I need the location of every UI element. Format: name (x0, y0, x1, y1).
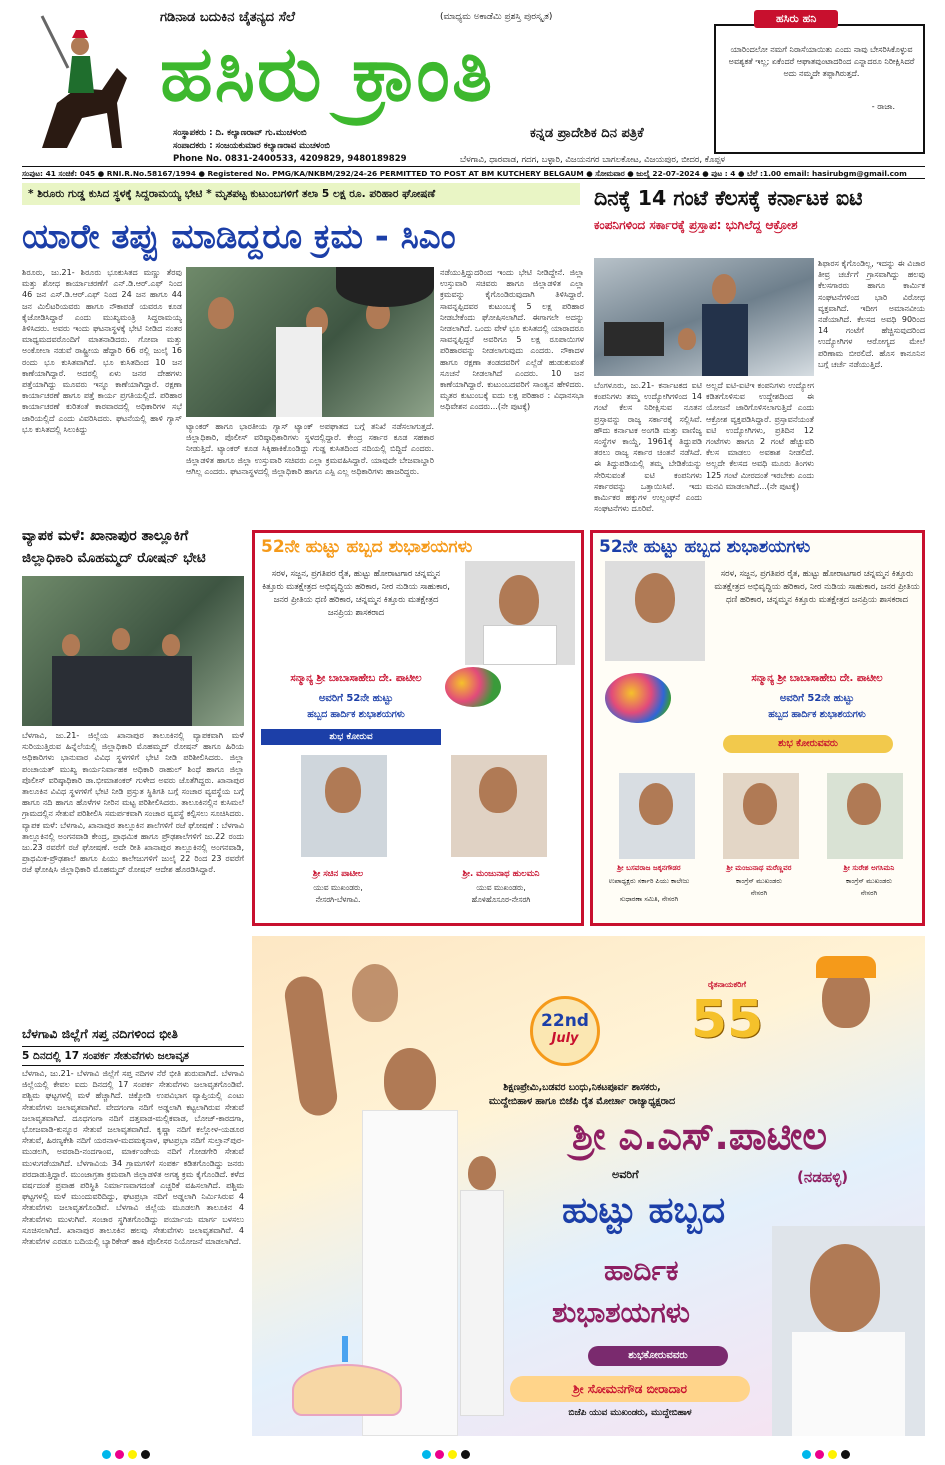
ad-left (252, 530, 584, 926)
masthead-editor: ಸಂಪಾದಕರು : ಸಂಜಯಕುಮಾರ ಕಲ್ಯಾಣರಾವ ಮುಚಳಂಬಿ (173, 141, 330, 151)
masthead-tagline: ಗಡಿನಾಡ ಬದುಕಿನ ಚೈತನ್ಯದ ಸೆಲೆ (160, 10, 295, 25)
it-subhead: ಕಂಪನಿಗಳಿಂದ ಸರ್ಕಾರಕ್ಕೆ ಪ್ರಸ್ತಾಪ: ಭುಗಿಲೆದ್ದ ಆಕ್ರೋಶ (594, 218, 798, 232)
it-headline: ದಿನಕ್ಕೆ 14 ಗಂಟೆ ಕೆಲಸಕ್ಕೆ ಕರ್ನಾಟಕ ಐಟಿ (594, 186, 863, 210)
khanapur-headline-2: ಜಿಲ್ಲಾಧಿಕಾರಿ ಮೊಹಮ್ಮದ್ ರೋಷನ್ ಭೇಟಿ (22, 550, 206, 566)
it-body-mid: ಅಲ್ಲದೆ ಐಟಿ-ಐಟಿಇ ಕಂಪನಿಗಳು ಉದ್ಯೋಗ ಕಡಿತಗೊಳಿಸುವ ಉದ್ದೇಶದಿಂದ ಈ ಯೋಜನೆ ಜಾರಿಗೊಳಿಸಲಾಗುತ್ತಿದೆ ಎಂದು ಆಕ್ರೋಶ ವ್ಯಕ್ತಪಡಿಸಿದ್ದಾರೆ. ಪ್ರಸ್ತಾವನೆಯಂತೆ ಐಟಿ ಉದ್ಯೋಗಿಗಳು, ಪ್ರತಿದಿನ 12 ಗಂಟೆಗಳು ಹಾಗೂ 2 ಗಂಟೆ ಹೆಚ್ಚುವರಿ ಕೆಲಸ ಮಾಡಲು ಅವಕಾಶ ನೀಡಲಿದೆ. ಅಲ್ಲದೇ ಕೆಲಸದ ಅವಧಿ ಮೂರು ತಿಂಗಳು 125 ಗಂಟೆ ಮೀರದಂತೆ ಇರಬೇಕು ಎಂದು ಮನವಿ ಮಾಡಲಾಗಿದೆ...(ನೇ ಪುಟಕ್ಕೆ) (706, 381, 814, 491)
color-registration-marks (800, 1444, 852, 1463)
ad-right-wish1: ಅವರಿಗೆ 52ನೇ ಹುಟ್ಟು (779, 693, 855, 704)
ad-bottom-date-day: 22nd (541, 1011, 589, 1031)
ad-right-greeter-name: ಶ್ರೀ ಸುರೇಶ ಅಗಸಿಮನಿ (843, 863, 895, 872)
ad-bottom (252, 936, 925, 1436)
quote-text: ಯಾರಿಂದಲೋ ನಮಗೆ ನಿರಾಸೆಯಾಯಿತು ಎಂದು ನಾವು ಬೇಸರಿಸಿಕೊಳ್ಳುವ ಅವಶ್ಯಕತೆ ಇಲ್ಲ; ಏಕೆಂದರೆ ಆಘಾತವುಂಟಾದರಿಂದ ಎನ್ನಾದರೂ ನಿರೀಕ್ಷಿಸಿದರೆ ಅದು ನಮ್ಮದೇ ತಪ್ಪಾಗಿರುತ್ತದೆ. (728, 45, 915, 78)
ad-left-greeter-role: ಯುವ ಮುಖಂಡರು, (476, 883, 526, 892)
ad-right-greeters-label: ಶುಭ ಕೋರುವವರು (723, 735, 893, 753)
khanapur-photo (22, 576, 244, 726)
khanapur-headline-1: ವ್ಯಾಪಕ ಮಳೆ: ಖಾನಾಪುರ ತಾಲ್ಲೂಕಿಗೆ (22, 528, 189, 544)
ad-left-greeter-role: ಯುವ ಮುಖಂಡರು, (313, 883, 363, 892)
ad-left-name: ಸನ್ಮಾನ್ಯ ಶ್ರೀ ಬಾಬಾಸಾಹೇಬ ದೇ. ಪಾಟೀಲ (290, 673, 422, 684)
ad-right-greeter-place: ನೇಸರಗಿ (750, 889, 768, 897)
ad-right-greeter-photo (723, 773, 799, 859)
rivers-subhead: 5 ದಿನದಲ್ಲಿ 17 ಸಂಪರ್ಕ ಸೇತುವೆಗಳು ಜಲಾವೃತ (22, 1046, 244, 1066)
masthead-phone: Phone No. 0831-2400533, 4209829, 9480189829 (173, 154, 407, 164)
ad-left-wish2: ಹಬ್ಬದ ಹಾರ್ದಿಕ ಶುಭಾಶಯಗಳು (307, 709, 405, 720)
quote-heading: ಹಸಿರು ಹನಿ (754, 10, 838, 28)
lead-headline: ಯಾರೇ ತಪ್ಪು ಮಾಡಿದ್ದರೂ ಕ್ರಮ - ಸಿಎಂ (22, 217, 456, 257)
rivers-body: ಬೆಳಗಾವಿ, ಜು.21- ಬೆಳಗಾವಿ ಜಿಲ್ಲೆಗೆ ಸಪ್ತ ನದಿಗಳ ನೆರೆ ಭೀತಿ ಶುರುವಾಗಿದೆ. ಬೆಳಗಾವಿ ಜಿಲ್ಲೆಯಲ್ಲಿ ಕೇವಲ ಐದು ದಿನದಲ್ಲಿ 17 ಸಂಪರ್ಕ ಸೇತುವೆಗಳು ಜಲಾವೃತಗೊಂಡಿವೆ. ಪಶ್ಚಿಮ ಘಟ್ಟಗಳಲ್ಲಿ ಮಳೆ ಹೆಚ್ಚಾಗಿದೆ. ಚಿಕ್ಕೋಡಿ ಉಪವಿಭಾಗ ವ್ಯಾಪ್ತಿಯಲ್ಲಿ ಎಂಟು ಸೇತುವೆಗಳು ಜಲಾವೃತವಾಗಿವೆ. ವೇದಗಂಗಾ ನದಿಗೆ ಅಡ್ಡಲಾಗಿ ಕಟ್ಟಲಾಗಿರುವ ಸೇತುವೆ ಜಲಾವೃತವಾಗಿದೆ. ದೂಧಗಂಗಾ ನದಿಗೆ ದತ್ತವಾಡ-ಮಲ್ಲಿಕವಾಡ, ಬೋಜ್-ಕಾರದಗಾ, ಭೋಜವಾಡಿ-ಕುನ್ನೂರ ಸೇತುವೆ ಜಲಾವೃತವಾಗಿದೆ. ಕೃಷ್ಣಾ ನದಿಗೆ ಕಲ್ಲೋಳ-ಯಡೂರ ಸೇತುವೆ, ಹಿರಣ್ಯಕೇಶಿ ನದಿಗೆ ಯರನಾಳ-ಮದಮಕ್ಕನಾಳ, ಘಟಪ್ರಭಾ ನದಿಗೆ ಸುಲ್ತಾನ್‌ಪುರ-ಮುಡಲಗಿ, ಅವರಾದಿ-ನಂದಗಾಂವ, ಮಾರ್ಕಂಡೇಯ ನದಿಗೆ ಗೋಡಗೇರಿ ಸೇತುವೆ ಮುಳುಗಡೆಯಾಗಿದೆ. ಬೆಳಗಾವಿಯ 34 ಗ್ರಾಮಗಳಿಗೆ ಸಂಪರ್ಕ ಕಡಿತಗೊಂಡಿದ್ದು ಜನರು ಪರದಾಡುತ್ತಿದ್ದಾರೆ. ಮುಂಜಾಗ್ರತಾ ಕ್ರಮವಾಗಿ ಜಿಲ್ಲಾಡಳಿತ ಅಗತ್ಯ ಕ್ರಮ ಕೈಗೊಂಡಿದೆ. ಕಳೆದ ವರ್ಷದಂತೆ ಪ್ರವಾಹ ಪರಿಸ್ಥಿತಿ ನಿರ್ಮಾಣವಾಗದಂತೆ ಎಚ್ಚರಿಕೆ ವಹಿಸಲಾಗಿದೆ. ಪಶ್ಚಿಮ ಘಟ್ಟಗಳಲ್ಲಿ ಮಳೆ ಮುಂದುವರಿದಿದ್ದು, ಘಟಪ್ರಭಾ ನದಿಗೆ ಅಡ್ಡಲಾಗಿ ನಿರ್ಮಿಸಿರುವ 4 ಸೇತುವೆಗಳು ಜಲಾವೃತಗೊಂಡಿವೆ. ಬೆಳಗಾವಿ ಜಿಲ್ಲೆಯ ಮೂಡಲಗಿ ತಾಲೂಕಿನ 4 ಸೇತುವೆಗಳು ಮುಳುಗಿವೆ. ಸಂಚಾರ ಸ್ಥಗಿತಗೊಂಡಿದ್ದು ಪರ್ಯಾಯ ಮಾರ್ಗ ಬಳಸಲು ಸೂಚಿಸಲಾಗಿದೆ. ಖಾನಾಪುರ ತಾಲೂಕಿನ ಹಲವು ಸೇತುವೆಗಳು ಜಲಾವೃತವಾಗಿವೆ. 4 ಸೇತುವೆಗಳ ಎರಡೂ ಬದಿಯಲ್ಲಿ ಬ್ಯಾರಿಕೇಡ್ ಹಾಕಿ ಪೊಲೀಸರ ನಿಯೋಜನೆ ಮಾಡಲಾಗಿದೆ. (22, 1069, 244, 1247)
rivers-headline: ಬೆಳಗಾವಿ ಜಿಲ್ಲೆಗೆ ಸಪ್ತ ನದಿಗಳಿಂದ ಭೀತಿ (22, 1026, 178, 1041)
ad-right (590, 530, 925, 926)
ad-right-greeter-role: ಕಾಂಗ್ರೆಸ್ ಮುಖಂಡರು (846, 877, 892, 885)
masthead-founder: ಸಂಸ್ಥಾಪಕರು : ದಿ. ಕಲ್ಯಾಣರಾವ್ ಗು.ಮುಚಳಂಬಿ (173, 128, 307, 138)
ad-left-greeter-place: ಹೊಳಿಹೊಸೂರ-ನೇಸರಗಿ (471, 895, 531, 904)
ad-left-photo (465, 561, 575, 665)
lead-body-left: ಶಿರೂರು, ಜು.21- ಶಿರೂರು ಭೂಕುಸಿತದ ಮಣ್ಣು ತೆರವು ಮತ್ತು ಶೋಧ ಕಾರ್ಯಾಚರಣೆಗೆ ಎನ್.ಡಿ.ಆರ್.ಎಫ್ ನಿಂದ 46 ಜನ ಎಸ್.ಡಿ.ಆರ್.ಎಫ್ ನಿಂದ 24 ಜನ ಹಾಗೂ 44 ಜನ ಮಿಲಿಟರಿಯವರು ಹಾಗೂ ನೌಕಾಪಡೆ ಯವರೂ ಕೂಡ ಕೈಜೋಡಿಸಿದ್ದಾರೆ ಎಂದು ಮುಖ್ಯಮಂತ್ರಿ ಸಿದ್ದರಾಮಯ್ಯ ತಿಳಿಸಿದರು. ಅವರು ಇಂದು ಘಟನಾಸ್ಥಳಕ್ಕೆ ಭೇಟಿ ನೀಡಿದ ನಂತರ ಮಾಧ್ಯಮದವರೊಂದಿಗೆ ಮಾತನಾಡಿದರು. ಗೋವಾ ಮತ್ತು ಅಂಕೋಲಾ ನಡುವೆ ರಾಷ್ಟ್ರೀಯ ಹೆದ್ದಾರಿ 66 ರಲ್ಲಿ ಜುಲೈ 16 ರಂದು ಭೂ ಕುಸಿತವಾಗಿದೆ. ಭೂ ಕುಸಿತದಿಂದ 10 ಜನ ಕಾಣೆಯಾಗಿದ್ದಾರೆ. ಅದರಲ್ಲಿ ಏಳು ಜನರ ದೇಹಗಳು ಪತ್ತೆಯಾಗಿದ್ದು ಮೂವರು ಇನ್ನೂ ಕಾಣೆಯಾಗಿದ್ದಾರೆ. ರಕ್ಷಣಾ ಕಾರ್ಯಾಚರಣೆ ಹಾಗೂ ಪತ್ತೆ ಕಾರ್ಯ ಪ್ರಗತಿಯಲ್ಲಿದೆ. ಪರಿಹಾರ ಕಾರ್ಯಾಚರಣೆ ಕುರಿತಂತೆ ಕಾರವಾರದಲ್ಲಿ ಅಧಿಕಾರಿಗಳ ಸಭೆ ಜಾರಿಯಲ್ಲಿದೆ ಎಂದು ವಿವರಿಸಿದರು. ಘಟನೆಯಲ್ಲಿ ಹಾಳಿ ಗ್ಯಾಸ್ ಭೂ ಕುಸಿತದಲ್ಲಿ ಸಿಲುಕಿದ್ದು (22, 268, 182, 434)
it-photo (594, 258, 814, 376)
ad-bottom-small-figure (452, 1156, 512, 1416)
color-registration-marks (100, 1444, 152, 1463)
ad-right-greeter-photo (619, 773, 695, 859)
masthead-title: ಹಸಿರು ಕ್ರಾಂತಿ (160, 29, 495, 118)
ad-bottom-55-badge (672, 980, 782, 1070)
quote-author: - ರಾಜಾ. (871, 102, 895, 111)
ad-right-greeter-role: ಕಾಂಗ್ರೆಸ್ ಮುಖಂಡರು (736, 877, 782, 885)
cake-icon (292, 1336, 402, 1416)
ad-right-name: ಸನ್ಮಾನ್ಯ ಶ್ರೀ ಬಾಬಾಸಾಹೇಬ ದೇ. ಪಾಟೀಲ (751, 673, 883, 684)
ad-bottom-date-badge (530, 996, 600, 1066)
ad-bottom-line3: ಶುಭಾಶಯಗಳು (552, 1296, 690, 1329)
ad-left-greeter-photo (451, 755, 547, 857)
quote-box (714, 12, 925, 154)
masthead-subtitle: ಕನ್ನಡ ಪ್ರಾದೇಶಿಕ ದಿನ ಪತ್ರಿಕೆ (530, 126, 644, 141)
ad-bottom-badge-number: 55 (690, 990, 764, 1050)
ad-bottom-badge-text: ರೈತನಾಯಕರಿಗೆ (708, 980, 746, 989)
ad-left-greeter-name: ಶ್ರೀ ಸಚಿನ ಪಾಟೀಲ (312, 869, 364, 879)
ad-right-greeter-photo (827, 773, 903, 859)
ad-right-greeter-place: ನೇಸರಗಿ (860, 889, 878, 897)
ad-right-wish2: ಹಬ್ಬದ ಹಾರ್ದಿಕ ಶುಭಾಶಯಗಳು (768, 709, 866, 720)
khanapur-body: ಬೆಳಗಾವಿ, ಜು.21- ಜಿಲ್ಲೆಯ ಖಾನಾಪುರ ತಾಲೂಕಿನಲ್ಲಿ ವ್ಯಾಪಕವಾಗಿ ಮಳೆ ಸುರಿಯುತ್ತಿರುವ ಹಿನ್ನೆಲೆಯಲ್ಲಿ ಜಿಲ್ಲಾಧಿಕಾರಿ ಮೊಹಮ್ಮದ್ ರೋಷನ್ ಹಾಗೂ ಹಿರಿಯ ಅಧಿಕಾರಿಗಳು ಭಾನುವಾರ ವಿವಿಧ ಸ್ಥಳಗಳಿಗೆ ಭೇಟಿ ನೀಡಿ ಪರಿಶೀಲಿಸಿದರು. ಜಿಲ್ಲಾ ಪಂಚಾಯತ್ ಮುಖ್ಯ ಕಾರ್ಯನಿರ್ವಾಹಕ ಅಧಿಕಾರಿ ರಾಹುಲ್ ಶಿಂಧೆ ಹಾಗೂ ಜಿಲ್ಲಾ ಪೊಲೀಸ್ ವರಿಷ್ಠಾಧಿಕಾರಿ ಡಾ.ಭೀಮಾಶಂಕರ್ ಗುಳೇದ ಅವರು ಜೊತೆಗಿದ್ದರು. ಖಾನಾಪುರ ತಾಲೂಕಿನ ವಿವಿಧ ಸ್ಥಳಗಳಿಗೆ ಭೇಟಿ ನೀಡಿ ಪ್ರಸ್ತುತ ಸ್ಥಿತಿಗತಿ ಬಗ್ಗೆ ಸಂಚಾರ ವ್ಯವಸ್ಥೆಯ ಬಗ್ಗೆ ಹಾಗೂ ನದಿ ಹಾಗೂ ಹೊಳೆಗಳ ನೀರಿನ ಮಟ್ಟ ಪರಿಶೀಲಿಸಿದರು. ತಾಲೂಕಿನಲ್ಲಿನ ಕುಸಿಮಲೆ ಗ್ರಾಮದಲ್ಲಿನ ಸೇತುವೆ ಪರಿಶೀಲಿಸಿ ಸಮರ್ಪಕವಾಗಿ ಸಂಚಾರ ವ್ಯವಸ್ಥೆ ಕಲ್ಪಿಸಲು ಸೂಚಿಸಿದರು. ವ್ಯಾಪಕ ಮಳೆ: ಬೆಳಗಾವಿ, ಖಾನಾಪುರ ತಾಲ್ಲೂಕಿನ ಶಾಲೆಗಳಿಗೆ ರಜೆ ಘೋಷಣೆ : ಬೆಳಗಾವಿ ತಾಲ್ಲೂಕಿನಲ್ಲಿ ಅಂಗನವಾಡಿ ಕೇಂದ್ರ, ಪ್ರಾಥಮಿಕ ಹಾಗೂ ಪ್ರೌಢಶಾಲೆಗಳಿಗೆ ಜು.22 ರಂದು ಜು.23 ರವರೆಗೆ ರಜೆ ಘೋಷಣೆ. ಅದೇ ರೀತಿ ಖಾನಾಪುರ ತಾಲ್ಲೂಕಿನಲ್ಲಿ ಅಂಗನವಾಡಿ, ಪ್ರಾಥಮಿಕ-ಪ್ರೌಢಶಾಲೆ ಹಾಗೂ ಪಿಯು ಕಾಲೇಜುಗಳಿಗೆ ಜುಲೈ 22 ರಿಂದ 23 ರವರೆಗೆ ರಜೆ ಘೋಷಿಸಿ ಜಿಲ್ಲಾಧಿಕಾರಿ ಮೊಹಮ್ಮದ್ ರೋಷನ್ ಆದೇಶ ಹೊರಡಿಸಿದ್ದಾರೆ. (22, 731, 244, 875)
lead-body-mid: ಟ್ಯಾಂಕರ್ ಹಾಗೂ ಭಾರತೀಯ ಗ್ಯಾಸ್ ಟ್ಯಾಂಕ್ ಅಪಘಾತದ ಬಗ್ಗೆ ತನಿಖೆ ನಡೆಸಲಾಗುತ್ತದೆ. ಜಿಲ್ಲಾಧಿಕಾರಿ, ಪೊಲೀಸ್ ವರಿಷ್ಠಾಧಿಕಾರಿಗಳು ಸ್ಥಳದಲ್ಲಿದ್ದಾರೆ. ಕೇಂದ್ರ ಸರ್ಕಾರ ಕೂಡ ಸಹಕಾರ ನೀಡುತ್ತಿದೆ. ಟ್ಯಾಂಕರ್ ಕೂಡ ಸಿಕ್ಕಿಹಾಕಿಕೊಂಡಿದ್ದು ಗುಡ್ಡ ಕುಸಿತದಿಂದ ನದಿಯಲ್ಲಿ ಬಿದ್ದಿದೆ ಎಂದರು. ಜಿಲ್ಲಾಡಳಿತ ಹಾಗೂ ಜಿಲ್ಲಾ ಉಸ್ತುವಾರಿ ಸಚಿವರು ಎಲ್ಲಾ ಕ್ರಮವಹಿಸಿದ್ದಾರೆ. ಯಾವುದೇ ಬೇಜವಾಬ್ದಾರಿ ಆಗಿಲ್ಲ ಎಂದರು. ಘಟನಾಸ್ಥಳದಲ್ಲಿ ಜಿಲ್ಲಾಧಿಕಾರಿ ಹಾಗೂ ಎಸ್ಪಿ ಎಲ್ಲ ಅಧಿಕಾರಿಗಳು ಹಾಜರಿದ್ದರು. (186, 422, 434, 476)
lead-body-right: ನಡೆಯುತ್ತಿದ್ದುದರಿಂದ ಇಂದು ಭೇಟಿ ನೀಡಿದ್ದೇನೆ. ಜಿಲ್ಲಾ ಉಸ್ತುವಾರಿ ಸಚಿವರು ಹಾಗೂ ಜಿಲ್ಲಾಡಳಿತ ಎಲ್ಲಾ ಕ್ರಮವನ್ನು ಕೈಗೊಂಡಿರುವುದಾಗಿ ತಿಳಿಸಿದ್ದಾರೆ. ಸಾವನ್ನಪ್ಪಿದವರ ಕುಟುಂಬಕ್ಕೆ 5 ಲಕ್ಷ ಪರಿಹಾರ ನೀಡಬೇಕೆಂದು ಘೋಷಿಸಲಾಗಿದೆ. ಈಗಾಗಲೇ ಅದನ್ನು ನೀಡಲಾಗಿದೆ. ಒಂದು ವೇಳೆ ಭೂ ಕುಸಿತದಲ್ಲಿ ಯಾರಾದರೂ ಸಾವನ್ನಪ್ಪಿದ್ದರೆ ಅವರಿಗೂ 5 ಲಕ್ಷ ರೂಪಾಯಿಗಳ ಪರಿಹಾರವನ್ನು ನೀಡಲಾಗುವುದು ಎಂದರು. ನೌಕಾದಳ ಹಾಗೂ ರಕ್ಷಣಾ ತಂಡದವರಿಗೆ ಎಲ್ಲೆಡೆ ಹುಡುಕುವಂತೆ ಸೂಚನೆ ನೀಡಲಾಗಿದೆ ಎಂದರು. 10 ಜನ ಕಾಣೆಯಾಗಿದ್ದಾರೆ. ಕುಟುಂಬದವರಿಗೆ ಸಾಂತ್ವನ ಹೇಳಿದರು. ಮೃತರ ಕುಟುಂಬಕ್ಕೆ ಐದು ಲಕ್ಷ ಪರಿಹಾರ : ವಿಧಾನಸಭಾ ಅಧಿವೇಶನ ಎಂದರು...(ನೇ ಪುಟಕ್ಕೆ) (440, 268, 584, 412)
ad-right-greeter-place: ಸುಧಾರಣಾ ಸಮಿತಿ, ನೇಸರಗಿ (619, 895, 679, 903)
ad-left-greeter-place: ನೇಸರಗಿ-ಬೆಳಗಾವಿ. (315, 895, 361, 904)
ad-left-greeters-label: ಶುಭ ಕೋರುವ (261, 729, 441, 745)
ad-bottom-greeter-name: ಶ್ರೀ ಸೋಮನಗೌಡ ಬೀರಾದಾರ (510, 1376, 750, 1402)
ad-right-text: ಸರಳ, ಸಜ್ಜನ, ಪ್ರಗತಿಪರ ರೈತ, ಹುಟ್ಟು ಹೋರಾಟಗಾರ ಚನ್ನಮ್ಮನ ಕಿತ್ತೂರು ಮತಕ್ಷೇತ್ರದ ಅಭಿವೃದ್ಧಿಯ ಹರಿಕಾರ, ನೀರ ನುಡಿಯ ಸಾಹುಕಾರ, ಜನರ ಪ್ರೀತಿಯ ಧಣಿ ಹರಿಕಾರ, ಚನ್ನಮ್ಮನ ಕಿತ್ತೂರು ಮತಕ್ಷೇತ್ರದ ಜನಪ್ರಿಯ ಶಾಸಕರಾದ (714, 568, 920, 604)
masthead-award: (ಮಾಧ್ಯಮ ಅಕಾಡೆಮಿ ಪ್ರಶಸ್ತಿ ಪುರಸ್ಕೃತ) (440, 12, 553, 22)
info-bar: ಸಂಪುಟ: 41 ಸಂಚಿಕೆ: 045 ● RNI.R.No.58167/1994 ● Registered No. PMG/KA/NKBM/292/24-26 PERMITTED TO POST AT BM KUTCHERY BELGAUM ● ಸೋಮವಾರ ● ಜುಲೈ 22-07-2024 ● ಪುಟ : 4 ● ಬೆಲೆ :1.00 email: hasirubgm@gmail.com (22, 166, 925, 179)
ad-right-greeter-name: ಶ್ರೀ ಬಸವರಾಜ ಜಕ್ಕನಗೌಡರ (617, 863, 681, 872)
logo-warrior-queen (22, 8, 142, 158)
color-registration-marks (420, 1444, 472, 1463)
ad-right-greeter-name: ಶ್ರೀ ಮಂಜುನಾಥ ಮರೆಣ್ಣವರ (726, 863, 792, 872)
ad-bottom-right-portrait (772, 1226, 925, 1436)
ad-bottom-avarige: ಅವರಿಗೆ (612, 1168, 639, 1181)
ad-bottom-greeters-label: ಶುಭಕೋರುವವರು (588, 1346, 728, 1366)
ad-bottom-date-month: July (551, 1031, 579, 1046)
ad-left-greeter-photo (301, 755, 387, 857)
ad-bottom-line1: ಹುಟ್ಟು ಹಬ್ಬದ (562, 1190, 726, 1231)
ad-bottom-top-right-portrait (792, 950, 902, 1060)
bouquet-icon (605, 673, 671, 723)
ticker: * ಶಿರೂರು ಗುಡ್ಡ ಕುಸಿದ ಸ್ಥಳಕ್ಕೆ ಸಿದ್ದರಾಮಯ್ಯ ಭೇಟಿ * ಮೃತಪಟ್ಟ ಕುಟುಂಬಗಳಿಗೆ ತಲಾ 5 ಲಕ್ಷ ರೂ. ಪರಿಹಾರ ಘೋಷಣೆ (22, 183, 580, 205)
ad-bottom-intro1: ಶಿಕ್ಷಣಪ್ರೇಮಿ,ಬಡವರ ಬಂಧು,ನಿಕಟಪೂರ್ವ ಶಾಸಕರು, (503, 1082, 661, 1093)
it-body-right: ಶಿಫಾರಸ ಕೈಗೊಂಡಿಲ್ಲ, ಇದನ್ನು ಈ ವಿಚಾರ ತೀವ್ರ ಚರ್ಚೆಗೆ ಗ್ರಾಸವಾಗಿದ್ದು ಹಲವು ಕೆಲಸಗಾರರು ಹಾಗೂ ಕಾರ್ಮಿಕ ಸಂಘಟನೆಗಳಿಂದ ಭಾರಿ ವಿರೋಧ ವ್ಯಕ್ತವಾಗಿದೆ. ಇದೀಗ ಅಮಾನವೀಯ ನಡೆಯಾಗಿದೆ. ಕೆಲಸದ ಅವಧಿ 90ರಿಂದ 14 ಗಂಟೆಗೆ ಹೆಚ್ಚಿಸುವುದರಿಂದ ಉದ್ಯೋಗಿಗಳ ಆರೋಗ್ಯದ ಮೇಲೆ ಪರಿಣಾಮ ಬೀರಲಿದೆ. ಹೊಸ ಕಾನೂನಿನ ಬಗ್ಗೆ ಚರ್ಚೆ ನಡೆಯುತ್ತಿದೆ. (818, 259, 925, 369)
ad-bottom-top-portrait (330, 956, 420, 1056)
ad-bottom-greeter-role: ಬಿಜೆಪಿ ಯುವ ಮುಖಂಡರು, ಮುದ್ದೇಬಿಹಾಳ (568, 1408, 692, 1418)
ad-right-greeter-role: ಉಪಾಧ್ಯಕ್ಷರು ಸರ್ಕಾರಿ ಪಿಯು ಕಾಲೇಜು (608, 877, 690, 885)
bouquet-icon (445, 667, 501, 707)
ad-left-text: ಸರಳ, ಸಜ್ಜನ, ಪ್ರಗತಿಪರ ರೈತ, ಹುಟ್ಟು ಹೋರಾಟಗಾರ ಚನ್ನಮ್ಮನ ಕಿತ್ತೂರು ಮತಕ್ಷೇತ್ರದ ಅಭಿವೃದ್ಧಿಯ ಹರಿಕಾರ, ನೀರ ನುಡಿಯ ಸಾಹುಕಾರ, ಜನರ ಪ್ರೀತಿಯ ಧಣಿ ಹರಿಕಾರ, ಚನ್ನಮ್ಮನ ಕಿತ್ತೂರು ಮತಕ್ಷೇತ್ರದ ಜನಪ್ರಿಯ ಶಾಸಕರಾದ (262, 568, 450, 617)
ad-left-greeter-name: ಶ್ರೀ. ಮಂಜುನಾಥ ಹುಲಮನಿ (462, 869, 540, 879)
masthead-districts: ಬೆಳಗಾವಿ, ಧಾರವಾಡ, ಗದಗ, ಬಳ್ಳಾರಿ, ವಿಜಯನಗರ ಬಾಗಲಕೋಟ, ವಿಜಯಪುರ, ಬೀದರ, ಕೊಪ್ಪಳ (460, 155, 726, 165)
ad-left-wish1: ಅವರಿಗೆ 52ನೇ ಹುಟ್ಟು (318, 693, 394, 704)
ad-bottom-name: ಶ್ರೀ ಎ.ಎಸ್.ಪಾಟೀಲ (572, 1114, 827, 1158)
ad-bottom-nadahalli: (ನಡಹಳ್ಳಿ) (797, 1168, 849, 1186)
ad-right-photo (605, 561, 705, 661)
it-body-left: ಬೆಂಗಳೂರು, ಜು.21- ಕರ್ನಾಟಕದ ಐಟಿ ಕಂಪನಿಗಳು ತಮ್ಮ ಉದ್ಯೋಗಿಗಳಿಂದ 14 ಗಂಟೆ ಕೆಲಸ ನಿರೀಕ್ಷಿಸುವ ನೂತನ ಪ್ರಸ್ತಾವನ್ನು ರಾಜ್ಯ ಸರ್ಕಾರಕ್ಕೆ ಸಲ್ಲಿಸಿವೆ. ಹೌದು ಕರ್ನಾಟಕ ಅಂಗಡಿ ಮತ್ತು ವಾಣಿಜ್ಯ ಸಂಸ್ಥೆಗಳ ಕಾಯ್ದೆ, 1961ಕ್ಕೆ ತಿದ್ದುಪಡಿ ತರಲು ರಾಜ್ಯ ಸರ್ಕಾರ ಚಿಂತನೆ ನಡೆಸಿದೆ. ಈ ತಿದ್ದುಪಡಿಯಲ್ಲಿ ತಮ್ಮ ಬೇಡಿಕೆಯನ್ನು ಸೇರಿಸುವಂತೆ ಐಟಿ ಕಂಪನಿಗಳು ಸರ್ಕಾರವನ್ನು ಒತ್ತಾಯಿಸಿವೆ. ಇದು ಕಾರ್ಮಿಕರ ಹಕ್ಕುಗಳ ಉಲ್ಲಂಘನೆ ಎಂದು ಸಂಘಟನೆಗಳು ದೂರಿವೆ. (594, 381, 702, 514)
ad-right-heading: 52ನೇ ಹುಟ್ಟು ಹಬ್ಬದ ಶುಭಾಶಯಗಳು (599, 537, 811, 557)
ad-left-heading: 52ನೇ ಹುಟ್ಟು ಹಬ್ಬದ ಶುಭಾಶಯಗಳು (261, 537, 473, 557)
ad-bottom-intro2: ಮುದ್ದೇಬಿಹಾಳ ಹಾಗೂ ಬಿಜೆಪಿ ರೈತ ಮೋರ್ಚಾ ರಾಜ್ಯಾಧ್ಯಕ್ಷರಾದ (488, 1096, 676, 1107)
lead-photo (186, 267, 434, 417)
ad-bottom-line2: ಹಾರ್ದಿಕ (604, 1254, 679, 1287)
